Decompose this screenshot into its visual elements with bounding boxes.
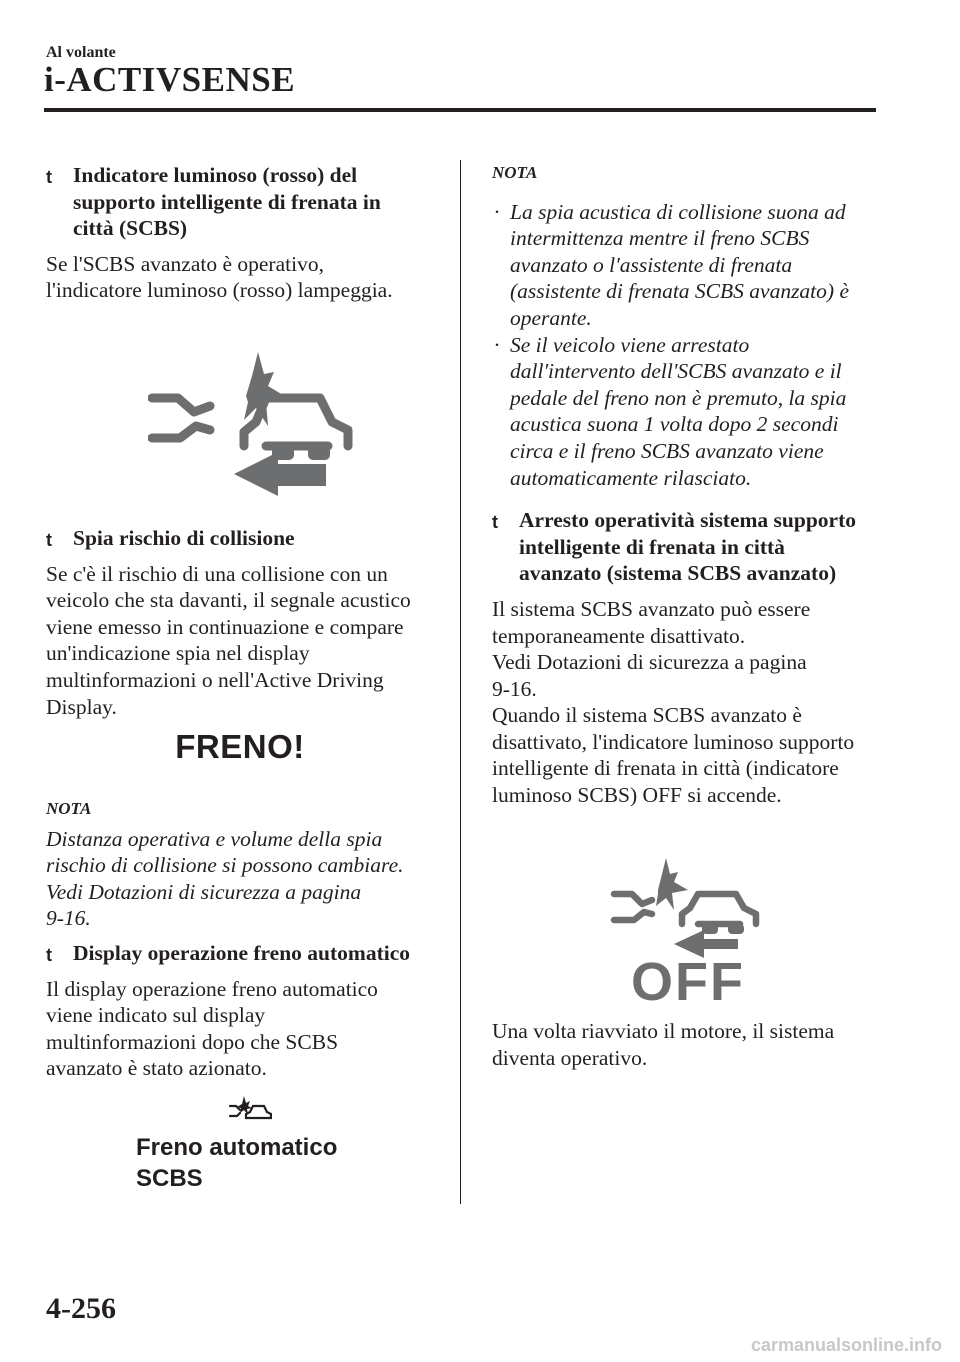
heading-scbs-indicator: t Indicatore luminoso (rosso) del supporto intelligente di frenata in città (SCBS) — [46, 163, 381, 241]
nota-title: NOTA — [46, 799, 92, 818]
scbs-warning-icon — [148, 346, 360, 496]
right-column-end: Una volta riavviato il motore, il sistema diventa operativo. — [492, 1019, 835, 1070]
off-label: OFF — [631, 952, 745, 1006]
auto-brake-display: Freno automatico SCBS — [136, 1134, 338, 1192]
scbs-off-icon — [610, 856, 766, 1006]
page-title: i-ACTIVSENSE — [44, 60, 296, 99]
heading-auto-brake-display: t Display operazione freno automatico — [46, 941, 410, 965]
nota-title-right: NOTA — [492, 163, 538, 182]
paragraph-indicator: Se l'SCBS avanzato è operativo, l'indicatore luminoso (rosso) lampeggia. — [46, 251, 393, 303]
watermark: carmanualsonline.info — [750, 1335, 942, 1355]
heading-collision-warning: t Spia rischio di collisione — [46, 526, 295, 550]
warning-display-text: FRENO! — [175, 728, 305, 765]
nota-text: Distanza operativa e volume della spia rischio di collisione si possono cambiare. Vedi Dotazioni di sicurezza a pagina 9-16. — [46, 826, 404, 931]
list-item: · La spia acustica di collisione suona ad intermittenza mentre il freno SCBS avanzato o l'assistente di frenata (assistente di frenata SCBS avanzato) è operante. — [494, 199, 849, 330]
column-divider — [460, 160, 461, 1204]
paragraph-auto-brake: Il display operazione freno automatico viene indicato sul display multinformazioni dopo che SCBS avanzato è stato azionato. — [46, 976, 378, 1081]
left-nota — [46, 796, 446, 932]
heading-scbs-off: t Arresto operatività sistema supporto intelligente di frenata in città avanzato (sistema SCBS avanzato) — [492, 508, 856, 586]
right-column — [492, 160, 892, 809]
scbs-auto-brake-icon — [228, 1094, 272, 1124]
paragraph-collision: Se c'è il rischio di una collisione con un veicolo che sta davanti, il segnale acustico viene emesso in continuazione e compare un'indicazione spia nel display multinformazioni o nell'Active Driving Display. — [46, 561, 411, 719]
section-label: Al volante — [46, 44, 116, 61]
left-column-lower — [46, 940, 446, 1082]
paragraph-scbs-off: Il sistema SCBS avanzato può essere temporaneamente disattivato. Vedi Dotazioni di sicurezza a pagina 9-16. Quando il sistema SCBS avanzato è disattivato, l'indicatore luminoso supporto intelligente di frenata in città (indicatore luminoso SCBS) OFF si accende. — [492, 596, 855, 808]
list-item: · Se il veicolo viene arrestato dall'intervento dell'SCBS avanzato e il pedale del freno non è premuto, la spia acustica suona 1 volta dopo 2 secondi circa e il freno SCBS avanzato viene automaticamente rilasciato. — [494, 332, 847, 490]
nota-bullets — [492, 199, 892, 492]
page-number: 4-256 — [46, 1292, 116, 1325]
left-column — [46, 162, 446, 304]
left-column-mid — [46, 525, 446, 720]
heading-marker: t — [46, 167, 52, 187]
header-divider — [44, 108, 876, 112]
